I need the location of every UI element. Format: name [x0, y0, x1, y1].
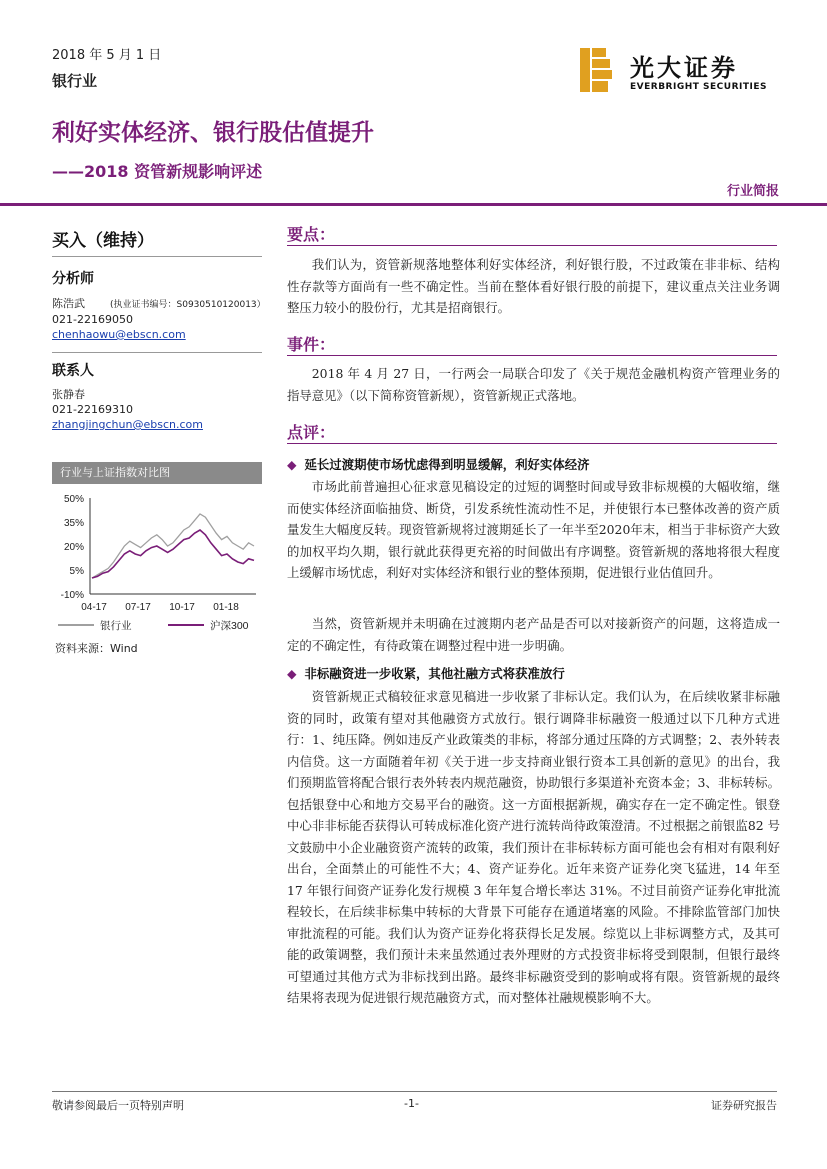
report-type: 行业简报	[726, 184, 779, 199]
everbright-logo-icon	[580, 48, 614, 92]
section-divider	[287, 245, 777, 246]
paragraph: 市场此前普遍担心征求意见稿设定的过短的调整时间或导致非标规模的大幅收缩，继而使实体经济面临抽贷、断贷，引发系统性流动性不足，并使银行本已整体改善的资产质量发生大幅度反转。现资管新规将过渡期延长了一年半至2020年末，相当于非标资产大致的加权平均久期，银行就此获得更充裕的时间做出有序调整。资管新规的落地将很大程度上缓解市场忧虑，利好对实体经济和银行业的整体预期，促进银行业估值回升。	[287, 479, 780, 580]
x-tick-label: 04-17	[81, 602, 107, 613]
contact-heading: 联系人	[52, 363, 94, 379]
chart-title: 行业与上证指数对比图	[52, 462, 262, 484]
y-tick-label: -10%	[60, 590, 84, 601]
bullet-heading	[287, 455, 590, 473]
page-number: -1-	[404, 1097, 419, 1110]
event-text: 2018 年 4 月 27 日，一行两会一局联合印发了《关于规范金融机构资产管理业务的指导意见》（以下简称资管新规），资管新规正式落地。	[287, 366, 780, 403]
report-subtitle: ——2018 资管新规影响评述	[52, 162, 263, 181]
header-divider	[0, 203, 827, 206]
logo-chinese-name: 光大证券	[630, 53, 738, 82]
sidebar-divider	[52, 352, 262, 353]
section-divider	[287, 443, 777, 444]
analyst-cert: (执业证书编号：S0930510120013）	[110, 300, 266, 310]
legend-label: 银行业	[100, 620, 132, 632]
diamond-bullet-icon: ◆	[287, 666, 297, 681]
y-tick-label: 35%	[63, 518, 84, 529]
paragraph: 资管新规正式稿较征求意见稿进一步收紧了非标认定。我们认为，在后续收紧非标融资的同时，政策有望对其他融资方式放行。银行调降非标融资一般通过以下几种方式进行：1、纯压降。例如违反产业政策类的非标，将部分通过压降的方式调整；2、表外转表内信贷。这一方面随着年初《关于进一步支持商业银行资本工具创新的意见》的出台，我们预期监管将配合银行表外转表内规范融资，协助银行多渠道补充资本金；3、非标转标。包括银登中心和地方交易平台的融资。这一方面根据新规，确实存在一定不确定性。银登中心非非标能否获得认可转成标准化资产进行流转尚待政策澄清。不过根据之前银监82 号文鼓励中小企业融资资产流转的政策，我们预计在非标转标方面可能也会有相对有限利好出台，全面禁止的可能性不大；4、资产证券化。近年来资产证券化突飞猛进，14 年至 17 年银行间资产证券化发行规模 3 年年复合增长率达 31%。不过目前资产证券化审批流程较长，在后续非标集中转标的大背景下可能存在通道堵塞的风险。不排除监管部门加快审批流程的可能。我们认为资产证券化将获得长足发展。综览以上非标调整方式，及其可能的政策调整，我们预计未来虽然通过表外理财的方式投资非标将受到限制，但银行最终可望通过其他方式为非标找到出路。最终非标融资受到的影响或将有限。资管新规的最终结果将表现为促进银行规范融资方式，而对整体社融规模影响不大。	[287, 689, 780, 1005]
diamond-bullet-icon: ◆	[287, 457, 297, 472]
points-text: 我们认为，资管新规落地整体利好实体经济，利好银行股，不过政策在非非标、结构性存款等方面尚有一些不确定性。当前在整体看好银行股的前提下，建议重点关注业务调整压力较小的股份行，尤其是招商银行。	[287, 257, 780, 315]
bullet-text: 非标融资进一步收紧，其他社融方式将获准放行	[304, 666, 565, 681]
chart-source: 资料来源：Wind	[55, 642, 138, 655]
x-tick-label: 07-17	[125, 602, 151, 613]
y-tick-label: 5%	[69, 566, 84, 577]
contact-phone: 021-22169310	[52, 403, 133, 416]
footer-report-label: 证券研究报告	[711, 1099, 777, 1112]
series-line	[92, 530, 254, 578]
x-tick-label: 01-18	[213, 602, 239, 613]
analyst-heading: 分析师	[52, 271, 94, 287]
comment-title: 点评：	[287, 423, 336, 442]
index-comparison-chart	[52, 462, 262, 652]
report-date: 2018 年 5 月 1 日	[52, 48, 162, 63]
x-tick-label: 10-17	[169, 602, 195, 613]
analyst-name: 陈浩武	[52, 297, 85, 310]
contact-email[interactable]: zhangjingchun@ebscn.com	[52, 418, 203, 431]
analyst-email[interactable]: chenhaowu@ebscn.com	[52, 328, 186, 341]
footer-divider	[52, 1091, 777, 1092]
sidebar-divider	[52, 256, 262, 257]
bullet-text: 延长过渡期使市场忧虑得到明显缓解，利好实体经济	[304, 457, 590, 472]
contact-name: 张静春	[52, 388, 85, 401]
y-tick-label: 50%	[63, 494, 84, 505]
points-title: 要点：	[287, 225, 336, 244]
paragraph: 当然，资管新规并未明确在过渡期内老产品是否可以对接新资产的问题，这将造成一定的不确定性，有待政策在调整过程中进一步明确。	[287, 616, 780, 653]
analyst-phone: 021-22169050	[52, 313, 133, 326]
bullet-heading	[287, 664, 565, 682]
logo-english-name: EVERBRIGHT SECURITIES	[630, 82, 767, 92]
company-logo	[580, 48, 780, 96]
series-line	[92, 514, 254, 578]
industry-label: 银行业	[52, 72, 98, 90]
chart-plot	[52, 484, 262, 656]
event-title: 事件：	[287, 335, 336, 354]
rating: 买入（维持）	[52, 231, 154, 251]
legend-label: 沪深300	[210, 620, 249, 632]
y-tick-label: 20%	[63, 542, 84, 553]
report-title: 利好实体经济、银行股估值提升	[52, 120, 374, 146]
section-divider	[287, 355, 777, 356]
footer-disclaimer: 敬请参阅最后一页特别声明	[52, 1099, 184, 1112]
